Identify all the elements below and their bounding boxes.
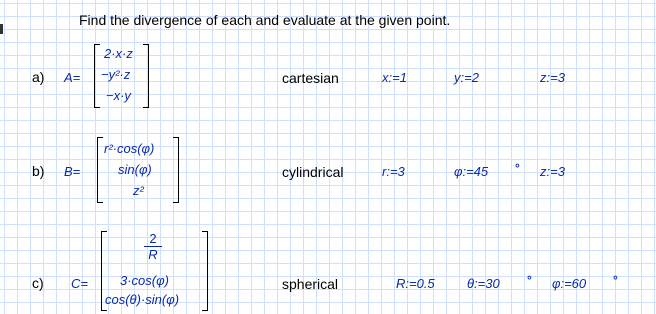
vector-c-component-2[interactable]: 3·cos(φ) xyxy=(120,273,169,288)
vector-b-component-3[interactable]: z² xyxy=(133,183,144,198)
vector-a-name[interactable]: A= xyxy=(64,70,81,85)
vector-c-fraction-numerator: 2 xyxy=(144,231,162,247)
vector-c-right-bracket xyxy=(202,231,208,311)
vector-a-component-2[interactable]: −y²·z xyxy=(101,67,131,82)
problem-c-theta-degree-mark: ° xyxy=(527,273,532,287)
problem-b-system: cylindrical xyxy=(282,164,344,180)
problem-b-z-value[interactable]: z:=3 xyxy=(540,164,565,179)
vector-a-component-3[interactable]: −x·y xyxy=(106,88,131,103)
problem-b-degree-mark: ° xyxy=(515,161,520,175)
problem-a-label: a) xyxy=(32,69,45,85)
problem-c-system: spherical xyxy=(282,276,339,292)
problem-c-phi-value[interactable]: φ:=60 xyxy=(552,276,587,291)
vector-c-component-3[interactable]: cos(θ)·sin(φ) xyxy=(105,292,180,307)
problem-c-R-value[interactable]: R:=0.5 xyxy=(396,276,435,291)
problem-a-system: cartesian xyxy=(282,70,339,86)
vector-a-right-bracket xyxy=(143,44,149,108)
vector-a-left-bracket xyxy=(94,44,100,108)
problem-b-phi-value[interactable]: φ:=45 xyxy=(454,164,489,179)
vector-c-fraction-denominator: R xyxy=(148,247,158,262)
problem-a-y-value[interactable]: y:=2 xyxy=(454,70,479,85)
problem-c-label: c) xyxy=(32,275,44,291)
problem-b-label: b) xyxy=(32,163,45,179)
problem-b-r-value[interactable]: r:=3 xyxy=(382,164,405,179)
vector-a-component-1[interactable]: 2·x·z xyxy=(104,46,133,61)
vector-b-right-bracket xyxy=(173,137,179,203)
instruction-heading: Find the divergence of each and evaluate at the given point. xyxy=(79,12,451,28)
vector-b-component-2[interactable]: sin(φ) xyxy=(118,162,152,177)
vector-c-name[interactable]: C= xyxy=(71,276,88,291)
problem-a-z-value[interactable]: z:=3 xyxy=(540,70,565,85)
vector-c-fraction[interactable] xyxy=(144,231,162,262)
problem-a-x-value[interactable]: x:=1 xyxy=(382,70,407,85)
problem-c-phi-degree-mark: ° xyxy=(613,273,618,287)
text-cursor xyxy=(0,24,3,34)
vector-b-component-1[interactable]: r²·cos(φ) xyxy=(104,141,155,156)
vector-b-left-bracket xyxy=(97,137,103,203)
vector-b-name[interactable]: B= xyxy=(64,164,81,179)
problem-c-theta-value[interactable]: θ:=30 xyxy=(467,276,500,291)
